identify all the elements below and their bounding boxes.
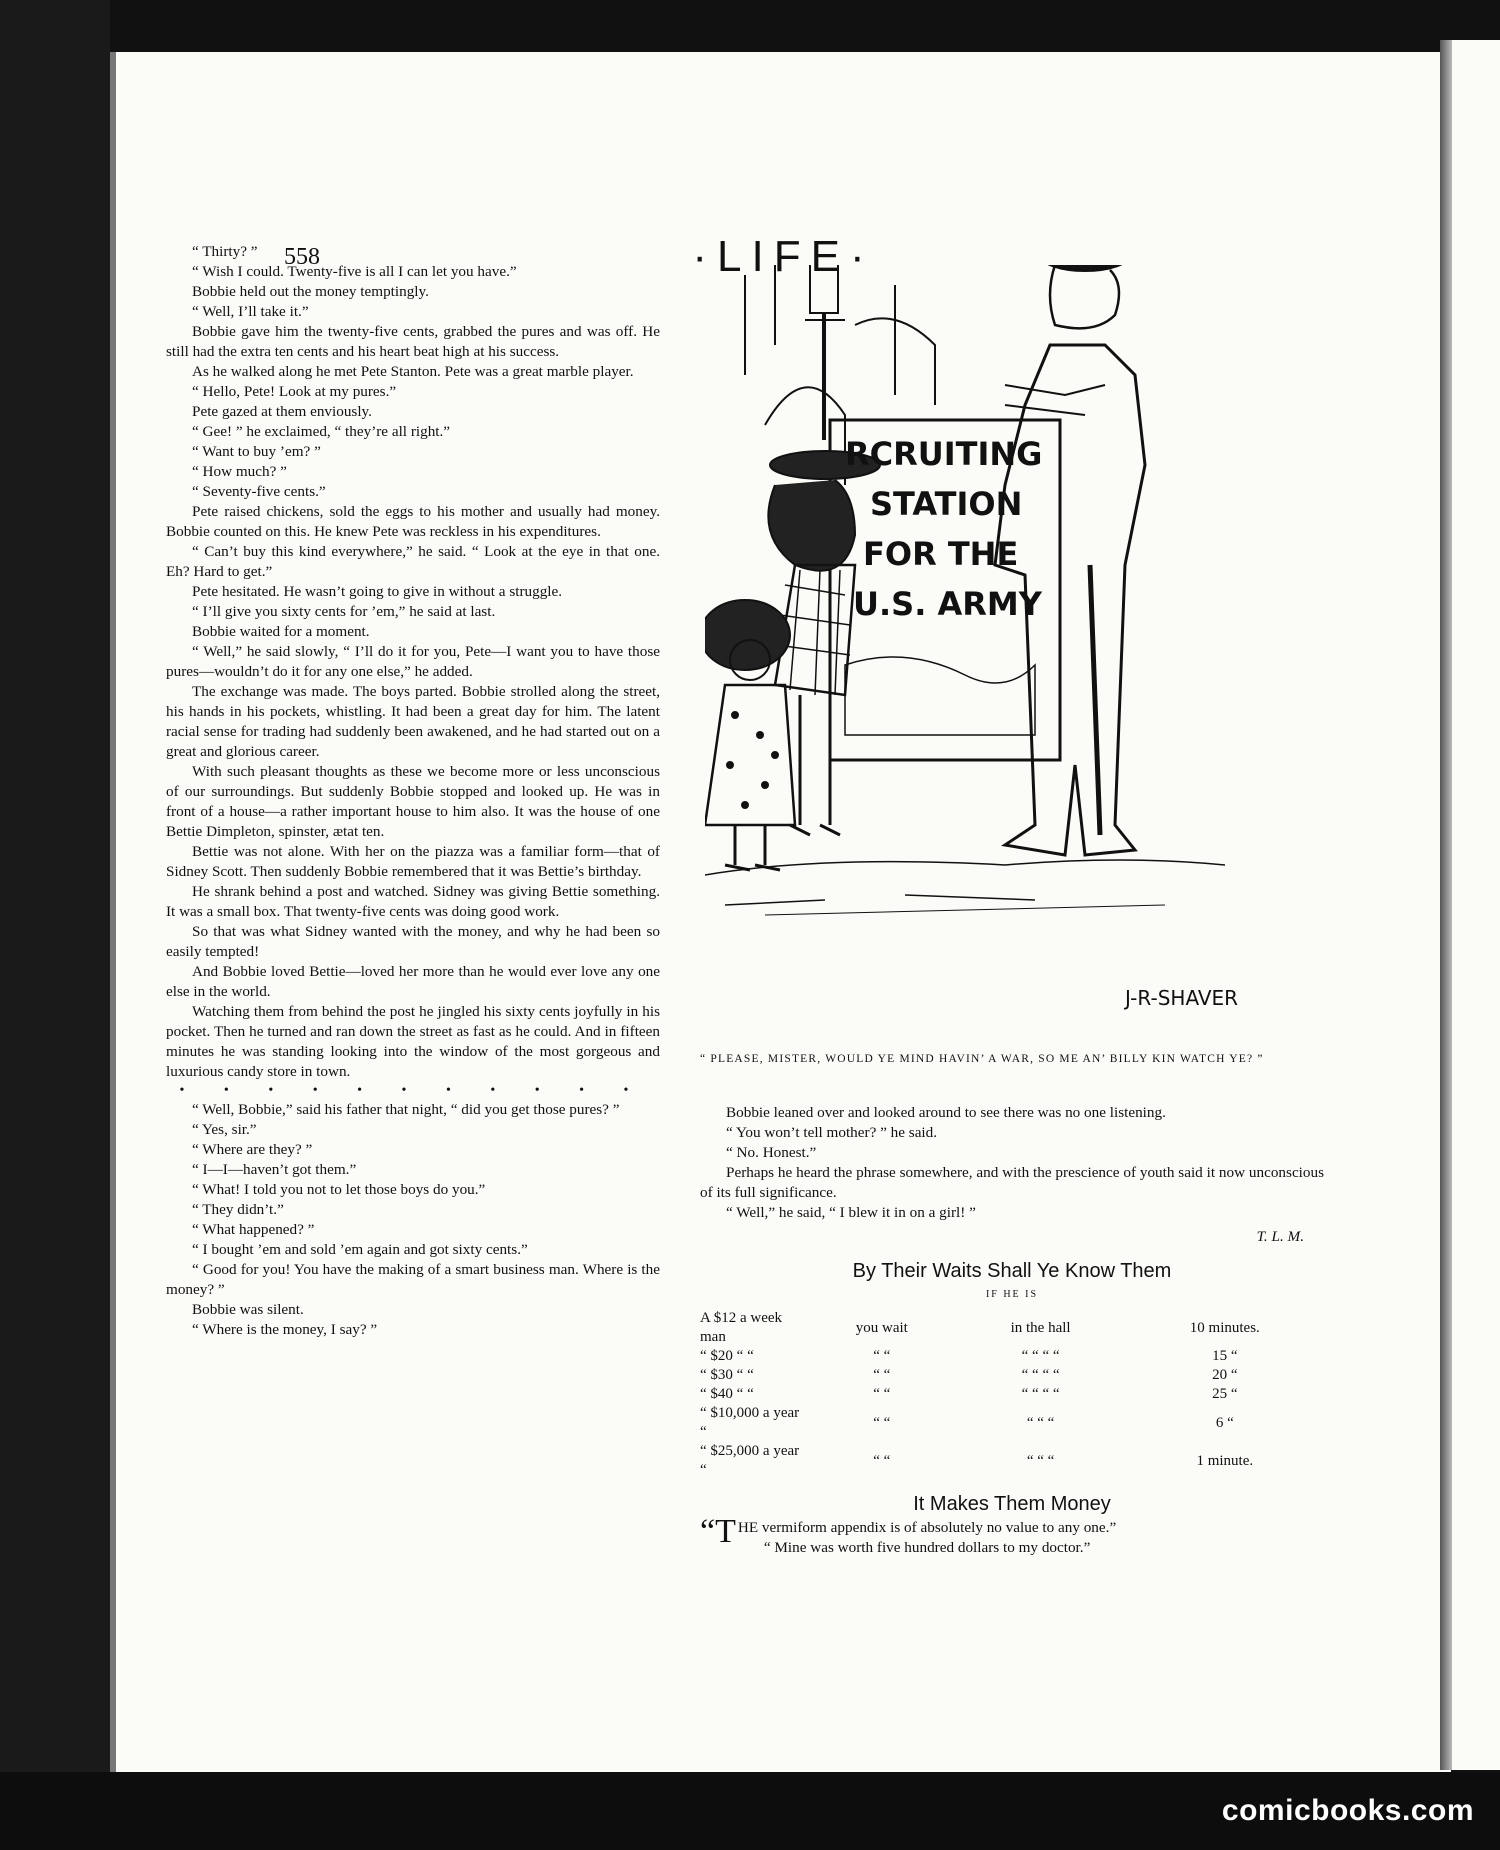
waits-cell: “ $40 “ “ — [700, 1386, 754, 1402]
waits-cell: “ “ — [873, 1452, 891, 1469]
paragraph: Pete raised chickens, sold the eggs to his mother and usually had money. Bobbie counted on this. He knew Pete was reckless in his expenditures. — [166, 503, 660, 540]
paragraph: “ Well,” he said, “ I blew it in on a girl! ” — [726, 1204, 976, 1221]
watermark: comicbooks.com — [1221, 1794, 1474, 1827]
paragraph: “ Can’t buy this kind everywhere,” he said. “ Look at the eye in that one. Eh? Hard to get.” — [166, 543, 660, 580]
author-signature: T. L. M. — [1256, 1228, 1304, 1245]
waits-cell: “ “ — [873, 1367, 891, 1383]
waits-cell: 20 “ — [1212, 1367, 1238, 1383]
paragraph: Bobbie was silent. — [192, 1301, 304, 1318]
waits-row — [700, 1366, 1324, 1385]
paragraph: Bettie was not alone. With her on the piazza was a familiar form—that of Sidney Scott. Then suddenly Bobbie remembered that it was Bettie’s birthday. — [166, 843, 660, 880]
drop-cap: “T — [700, 1513, 736, 1550]
story-right-column — [700, 1103, 1324, 1558]
waits-row — [700, 1347, 1324, 1366]
waits-cell: “ “ “ “ — [1021, 1348, 1060, 1364]
scan-background — [0, 0, 110, 1850]
paragraph: “ Gee! ” he exclaimed, “ they’re all right.” — [192, 423, 451, 440]
paragraph: Bobbie leaned over and looked around to see there was no one listening. — [726, 1104, 1166, 1121]
paragraph: Watching them from behind the post he jingled his sixty cents joyfully in his pocket. Then he turned and ran down the street as fast as he could. And in fifteen minutes he was standing looking into the window of the most gorgeous and luxurious candy store in town. — [166, 1003, 660, 1080]
paragraph: Bobbie gave him the twenty-five cents, grabbed the pures and was off. He still had the extra ten cents and his heart beat high at his success. — [166, 323, 660, 360]
paragraph: Pete hesitated. He wasn’t going to give in without a struggle. — [192, 583, 563, 600]
cartoon-illustration — [705, 265, 1325, 1040]
story-left-column — [166, 242, 660, 1340]
sign-line-1: RCRUITING — [845, 435, 1043, 473]
waits-cell: 1 minute. — [1196, 1452, 1254, 1469]
story-ending-paragraphs — [700, 1103, 1324, 1223]
cartoon-caption: “ PLEASE, MISTER, WOULD YE MIND HAVIN’ A WAR, SO ME AN’ BILLY KIN WATCH YE? ” — [700, 1053, 1264, 1065]
waits-cell: “ $30 “ “ — [700, 1367, 754, 1383]
paragraph: “ I—I—haven’t got them.” — [192, 1161, 357, 1178]
money-text-1: HE vermiform appendix is of absolutely no value to any one.” — [737, 1519, 1117, 1536]
waits-table — [700, 1309, 1324, 1480]
paragraph: “ They didn’t.” — [192, 1201, 284, 1218]
paragraph: “ Good for you! You have the making of a smart business man. Where is the money? ” — [166, 1261, 660, 1298]
paragraph: The exchange was made. The boys parted. Bobbie strolled along the street, his hands in his pockets, whistling. It had been a great day for him. The latent racial sense for trading had suddenly been awakened, and he had started out on a great and glorious career. — [166, 683, 660, 760]
paragraph: “ Hello, Pete! Look at my pures.” — [192, 383, 397, 400]
waits-row — [700, 1309, 1324, 1347]
paragraph: “ You won’t tell mother? ” he said. — [726, 1124, 938, 1141]
next-page-edge — [1452, 40, 1500, 1770]
paragraph: He shrank behind a post and watched. Sidney was giving Bettie something. It was a small box. That twenty-five cents was doing good work. — [166, 883, 660, 920]
paragraph: “ Where is the money, I say? ” — [192, 1321, 378, 1338]
money-heading: It Makes Them Money — [913, 1493, 1111, 1515]
waits-cell: you wait — [855, 1319, 908, 1336]
waits-cell: in the hall — [1010, 1319, 1071, 1336]
section-separator: • • • • • • • • • • • — [179, 1083, 647, 1098]
waits-cell: “ “ “ “ — [1021, 1367, 1060, 1383]
paragraph: Perhaps he heard the phrase somewhere, and with the prescience of youth said it now unconscious of its full significance. — [700, 1164, 1324, 1201]
paragraph: Bobbie held out the money temptingly. — [192, 283, 429, 300]
sign-line-4: U.S. ARMY — [853, 585, 1042, 623]
paragraph: “ Well,” he said slowly, “ I’ll do it for you, Pete—I want you to have those pures—wouldn’t do it for any one else,” he added. — [166, 643, 660, 680]
paragraph: “ I’ll give you sixty cents for ’em,” he said at last. — [192, 603, 496, 620]
paragraph: As he walked along he met Pete Stanton. Pete was a great marble player. — [192, 363, 634, 380]
waits-subheading: IF HE IS — [985, 1289, 1039, 1300]
paragraph: So that was what Sidney wanted with the money, and why he had been so easily tempted! — [166, 923, 660, 960]
waits-row — [700, 1385, 1324, 1404]
paragraph: “ Seventy-five cents.” — [192, 483, 326, 500]
paragraph: “ I bought ’em and sold ’em again and got sixty cents.” — [192, 1241, 528, 1258]
waits-cell: “ $10,000 a year “ — [700, 1405, 800, 1440]
paragraph: “ Yes, sir.” — [192, 1121, 257, 1138]
paragraph: “ Well, Bobbie,” said his father that night, “ did you get those pures? ” — [192, 1101, 620, 1118]
paragraph: “ Where are they? ” — [192, 1141, 313, 1158]
waits-cell: “ “ “ — [1026, 1414, 1055, 1431]
paragraph: Bobbie waited for a moment. — [192, 623, 370, 640]
waits-cell: A $12 a week man — [700, 1310, 783, 1345]
paragraph: “ What! I told you not to let those boys do you.” — [192, 1181, 486, 1198]
paragraph: “ Want to buy ’em? ” — [192, 443, 321, 460]
paragraph: And Bobbie loved Bettie—loved her more than he would ever love any one else in the world. — [166, 963, 660, 1000]
paragraph: Pete gazed at them enviously. — [192, 403, 372, 420]
waits-cell: 10 minutes. — [1189, 1319, 1260, 1336]
artist-signature: J-R-SHAVER — [1125, 986, 1239, 1010]
waits-cell: “ “ “ “ — [1021, 1386, 1060, 1402]
paragraph: “ Well, I’ll take it.” — [192, 303, 309, 320]
waits-cell: 6 “ — [1215, 1414, 1234, 1431]
story-paragraphs — [166, 242, 660, 1082]
waits-cell: 25 “ — [1212, 1386, 1238, 1402]
paragraph: “ No. Honest.” — [726, 1144, 817, 1161]
waits-cell: “ “ — [873, 1348, 891, 1364]
story-paragraphs-continued — [166, 1100, 660, 1340]
waits-cell: “ “ “ — [1026, 1452, 1055, 1469]
money-paragraph-2: “ Mine was worth five hundred dollars to my doctor.” — [763, 1539, 1091, 1556]
paragraph: “ How much? ” — [192, 463, 287, 480]
waits-cell: “ “ — [873, 1386, 891, 1402]
paragraph: “ What happened? ” — [192, 1221, 315, 1238]
sign-line-2: STATION — [870, 485, 1023, 523]
sign-line-3: FOR THE — [863, 535, 1019, 573]
waits-row — [700, 1442, 1324, 1480]
waits-cell: “ $25,000 a year “ — [700, 1443, 800, 1478]
page-number: 558 — [284, 244, 320, 270]
waits-cell: “ $20 “ “ — [700, 1348, 754, 1364]
paragraph: “ Wish I could. Twenty-five is all I can let you have.” — [192, 263, 517, 280]
paragraph: “ Thirty? ” — [192, 243, 258, 260]
masthead: ·LIFE· — [692, 232, 875, 281]
paragraph: With such pleasant thoughts as these we become more or less unconscious of our surroundings. But suddenly Bobbie stopped and looked up. He was in front of a house—a rather important house to him also. It was the house of one Bettie Dimpleton, spinster, ætat ten. — [166, 763, 660, 840]
waits-row — [700, 1404, 1324, 1442]
waits-cell: “ “ — [873, 1414, 891, 1431]
waits-cell: 15 “ — [1212, 1348, 1238, 1364]
waits-heading: By Their Waits Shall Ye Know Them — [852, 1260, 1172, 1282]
